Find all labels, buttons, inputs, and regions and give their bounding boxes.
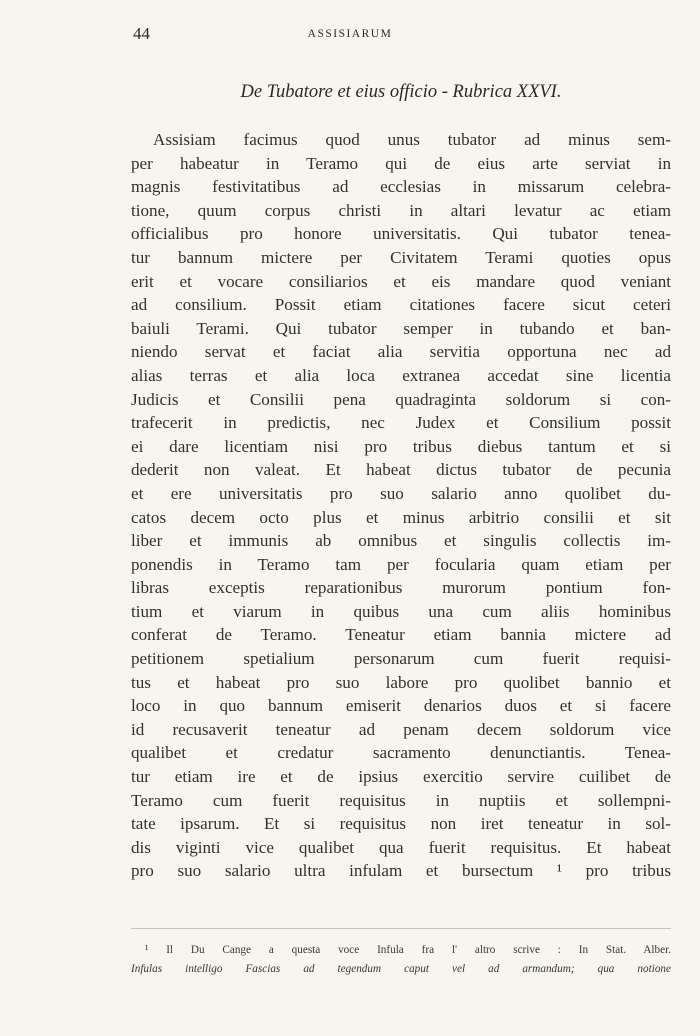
text-line: et ere universitatis pro suo salario anno quolibet du- <box>131 483 671 503</box>
text-line: per habeatur in Teramo qui de eius arte serviat in <box>131 153 671 173</box>
text-line: Assisiam facimus quod unus tubator ad minus sem- <box>153 130 671 149</box>
text-line: magnis festivitatibus ad ecclesias in missarum celebra- <box>131 177 671 197</box>
text-line: niendo servat et faciat alia servitia opportuna nec ad <box>131 342 671 362</box>
text-line: tione, quum corpus christi in altari levatur ac etiam <box>131 200 671 220</box>
text-line: loco in quo bannum emiserit denarios duos et si facere <box>131 696 671 716</box>
text-line: catos decem octo plus et minus arbitrio consilii et sit <box>131 507 671 527</box>
text-line: libras exceptis reparationibus murorum pontium fon- <box>131 578 671 598</box>
text-line: dederit non valeat. Et habeat dictus tubator de pecunia <box>131 460 671 480</box>
footnote-divider <box>131 928 671 929</box>
text-line: Judicis et Consilii pena quadraginta soldorum si con- <box>131 389 671 409</box>
footnotes <box>131 941 671 979</box>
text-line: officialibus pro honore universitatis. Qui tubator tenea- <box>131 224 671 244</box>
text-line: alias terras et alia loca extranea accedat sine licentia <box>131 365 671 385</box>
text-line: baiuli Terami. Qui tubator semper in tubando et ban- <box>131 318 671 338</box>
running-head: ASSISIARUM <box>307 28 393 40</box>
footnote-line: ¹ Il Du Cange a questa voce Infula fra l' altro scrive : In Stat. Alber. <box>145 944 671 956</box>
text-line: id recusaverit teneatur ad penam decem soldorum vice <box>131 719 671 739</box>
text-line: ad consilium. Possit etiam citationes facere sicut ceteri <box>131 295 671 315</box>
footnote-line: Infulas intelligo Fascias ad tegendum caput vel ad armandum; qua notione <box>131 963 671 975</box>
text-line: qualibet et credatur sacramento denunctiantis. Tenea- <box>131 743 671 763</box>
text-line: tate ipsarum. Et si requisitus non iret teneatur in sol- <box>131 814 671 834</box>
text-line: tium et viarum in quibus una cum aliis hominibus <box>131 601 671 621</box>
text-line: tur bannum mictere per Civitatem Terami quoties opus <box>131 247 671 267</box>
text-line: pro suo salario ultra infulam et bursectum ¹ pro tribus <box>131 861 671 881</box>
page-number: 44 <box>133 24 150 43</box>
text-line: Teramo cum fuerit requisitus in nuptiis et sollempni- <box>131 790 671 810</box>
text-line: liber et immunis ab omnibus et singulis collectis im- <box>131 531 671 551</box>
text-line: ponendis in Teramo tam per focularia quam etiam per <box>131 554 671 574</box>
text-line: ei dare licentiam nisi pro tribus diebus tantum et si <box>131 436 671 456</box>
text-line: petitionem spetialium personarum cum fuerit requisi- <box>131 649 671 669</box>
text-line: trafecerit in predictis, nec Judex et Consilium possit <box>131 413 671 433</box>
text-line: erit et vocare consiliarios et eis mandare quod veniant <box>131 271 671 291</box>
text-line: conferat de Teramo. Teneatur etiam bannia mictere ad <box>131 625 671 645</box>
text-line: tur etiam ire et de ipsius exercitio servire cuilibet de <box>131 767 671 787</box>
text-line: tus et habeat pro suo labore pro quolibet bannio et <box>131 672 671 692</box>
rubric-title: De Tubatore et eius officio - Rubrica XXVI. <box>240 82 562 102</box>
body-text <box>131 128 671 883</box>
text-line: dis viginti vice qualibet qua fuerit requisitus. Et habeat <box>131 837 671 857</box>
